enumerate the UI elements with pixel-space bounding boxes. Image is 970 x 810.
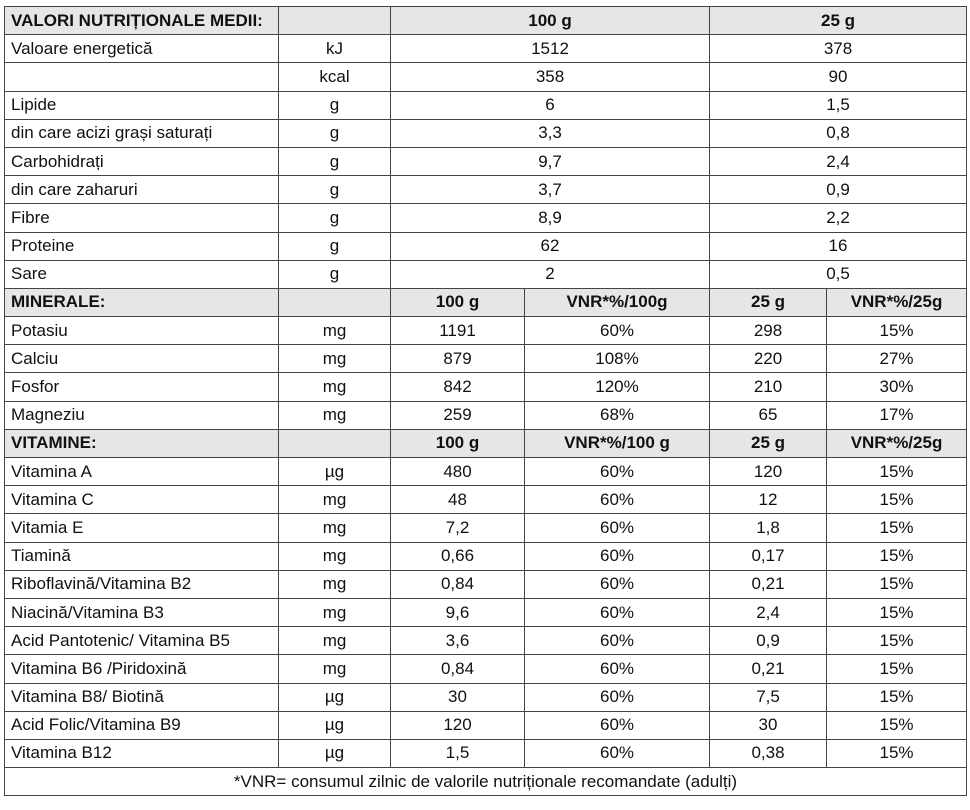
vitamin-value-25g: 0,38 [710,739,827,767]
nutrient-value-25g: 16 [710,232,967,260]
vitamin-vnr-100g: 60% [525,486,710,514]
mineral-value-25g: 298 [710,317,827,345]
vitamin-value-25g: 12 [710,486,827,514]
nutrient-value-100g: 3,7 [391,176,710,204]
main-header-empty [279,7,391,35]
vitamin-value-100g: 9,6 [391,598,525,626]
vitamin-unit: mg [279,542,391,570]
vitamin-value-25g: 1,8 [710,514,827,542]
mineral-header-vnr-100g: VNR*%/100g [525,288,710,316]
nutrient-value-25g: 0,5 [710,260,967,288]
vitamin-row [5,683,967,711]
vitamin-value-100g: 7,2 [391,514,525,542]
energy-kj-25g: 378 [710,35,967,63]
nutrient-value-25g: 0,9 [710,176,967,204]
vitamin-name: Vitamina C [5,486,279,514]
vitamin-value-25g: 0,17 [710,542,827,570]
vitamin-value-100g: 1,5 [391,739,525,767]
vitamin-name: Vitamina B12 [5,739,279,767]
nutrient-name: din care zaharuri [5,176,279,204]
mineral-row [5,401,967,429]
nutrient-value-100g: 6 [391,91,710,119]
vitamin-value-100g: 48 [391,486,525,514]
vitamin-unit: mg [279,514,391,542]
vitamin-value-25g: 30 [710,711,827,739]
nutrient-value-25g: 1,5 [710,91,967,119]
mineral-vnr-25g: 27% [827,345,967,373]
vitamin-vnr-100g: 60% [525,570,710,598]
vitamin-value-25g: 0,21 [710,570,827,598]
vitamin-vnr-25g: 15% [827,486,967,514]
vitamin-value-100g: 0,66 [391,542,525,570]
mineral-vnr-25g: 17% [827,401,967,429]
nutrient-value-25g: 0,8 [710,119,967,147]
vitamin-value-25g: 0,21 [710,655,827,683]
mineral-value-25g: 210 [710,373,827,401]
vitamin-vnr-100g: 60% [525,514,710,542]
vitamin-vnr-25g: 15% [827,514,967,542]
mineral-header-empty [279,288,391,316]
energy-kj-100g: 1512 [391,35,710,63]
mineral-value-100g: 1191 [391,317,525,345]
vitamin-unit: µg [279,458,391,486]
energy-label: Valoare energetică [5,35,279,63]
vitamin-vnr-100g: 60% [525,627,710,655]
vitamin-value-100g: 120 [391,711,525,739]
vitamin-header-title: VITAMINE: [5,429,279,457]
nutrient-row [5,176,967,204]
vitamin-vnr-100g: 60% [525,739,710,767]
vitamin-vnr-25g: 15% [827,627,967,655]
vitamin-value-25g: 120 [710,458,827,486]
vitamin-header-row [5,429,967,457]
vitamin-vnr-25g: 15% [827,683,967,711]
main-header-row [5,7,967,35]
nutrient-unit: g [279,119,391,147]
vitamin-header-vnr-100g: VNR*%/100 g [525,429,710,457]
energy-kcal-row [5,63,967,91]
mineral-header-row [5,288,967,316]
nutrient-name: Lipide [5,91,279,119]
vitamin-value-100g: 30 [391,683,525,711]
mineral-value-100g: 842 [391,373,525,401]
nutrient-value-100g: 9,7 [391,147,710,175]
vitamin-unit: mg [279,627,391,655]
mineral-value-100g: 259 [391,401,525,429]
mineral-unit: mg [279,373,391,401]
vitamin-row [5,514,967,542]
vitamin-vnr-100g: 60% [525,598,710,626]
nutrient-value-25g: 2,4 [710,147,967,175]
vitamin-unit: mg [279,486,391,514]
nutrient-row [5,147,967,175]
vitamin-vnr-100g: 60% [525,683,710,711]
energy-kcal-25g: 90 [710,63,967,91]
vitamin-vnr-25g: 15% [827,711,967,739]
nutrient-unit: g [279,204,391,232]
mineral-header-vnr-25g: VNR*%/25g [827,288,967,316]
nutrient-value-100g: 2 [391,260,710,288]
mineral-unit: mg [279,317,391,345]
energy-unit-kj: kJ [279,35,391,63]
vitamin-unit: mg [279,655,391,683]
vitamin-name: Acid Pantotenic/ Vitamina B5 [5,627,279,655]
mineral-vnr-25g: 30% [827,373,967,401]
nutrient-name: Proteine [5,232,279,260]
mineral-vnr-100g: 120% [525,373,710,401]
vitamin-row [5,655,967,683]
nutrient-unit: g [279,147,391,175]
vitamin-vnr-100g: 60% [525,655,710,683]
vitamin-name: Riboflavină/Vitamina B2 [5,570,279,598]
footnote-row [5,768,967,796]
vitamin-vnr-25g: 15% [827,598,967,626]
mineral-unit: mg [279,401,391,429]
vitamin-name: Vitamina B6 /Piridoxină [5,655,279,683]
mineral-header-title: MINERALE: [5,288,279,316]
vitamin-unit: µg [279,711,391,739]
nutrient-row [5,260,967,288]
nutrient-value-25g: 2,2 [710,204,967,232]
vitamin-vnr-25g: 15% [827,655,967,683]
mineral-row [5,345,967,373]
mineral-vnr-100g: 108% [525,345,710,373]
main-header-title: VALORI NUTRIȚIONALE MEDII: [5,7,279,35]
energy-kj-row [5,35,967,63]
nutrient-row [5,119,967,147]
vitamin-vnr-25g: 15% [827,542,967,570]
vitamin-value-25g: 7,5 [710,683,827,711]
vitamin-value-100g: 0,84 [391,655,525,683]
nutrient-name: Sare [5,260,279,288]
vitamin-name: Acid Folic/Vitamina B9 [5,711,279,739]
vitamin-header-vnr-25g: VNR*%/25g [827,429,967,457]
mineral-value-25g: 65 [710,401,827,429]
energy-kcal-100g: 358 [391,63,710,91]
mineral-header-100g: 100 g [391,288,525,316]
vitamin-unit: µg [279,739,391,767]
mineral-value-100g: 879 [391,345,525,373]
vitamin-row [5,542,967,570]
energy-label-empty [5,63,279,91]
mineral-row [5,317,967,345]
vitamin-value-100g: 3,6 [391,627,525,655]
vitamin-value-100g: 480 [391,458,525,486]
nutrient-name: din care acizi grași saturați [5,119,279,147]
vitamin-vnr-25g: 15% [827,458,967,486]
nutrition-table-body [5,7,967,796]
vitamin-header-25g: 25 g [710,429,827,457]
vitamin-vnr-25g: 15% [827,570,967,598]
mineral-name: Potasiu [5,317,279,345]
nutrient-name: Carbohidrați [5,147,279,175]
vitamin-vnr-100g: 60% [525,542,710,570]
vitamin-name: Tiamină [5,542,279,570]
vitamin-vnr-100g: 60% [525,711,710,739]
mineral-name: Magneziu [5,401,279,429]
mineral-vnr-100g: 68% [525,401,710,429]
vitamin-row [5,486,967,514]
nutrient-unit: g [279,91,391,119]
nutrient-unit: g [279,232,391,260]
vitamin-unit: mg [279,570,391,598]
vitamin-unit: µg [279,683,391,711]
main-header-25g: 25 g [710,7,967,35]
nutrient-value-100g: 62 [391,232,710,260]
vitamin-name: Vitamina A [5,458,279,486]
mineral-header-25g: 25 g [710,288,827,316]
nutrient-name: Fibre [5,204,279,232]
vitamin-value-100g: 0,84 [391,570,525,598]
energy-unit-kcal: kcal [279,63,391,91]
mineral-name: Calciu [5,345,279,373]
nutrient-row [5,91,967,119]
mineral-unit: mg [279,345,391,373]
mineral-value-25g: 220 [710,345,827,373]
vitamin-header-100g: 100 g [391,429,525,457]
vitamin-name: Vitamia E [5,514,279,542]
mineral-name: Fosfor [5,373,279,401]
vitamin-vnr-100g: 60% [525,458,710,486]
nutrient-row [5,232,967,260]
nutrient-row [5,204,967,232]
vitamin-name: Vitamina B8/ Biotină [5,683,279,711]
vitamin-row [5,570,967,598]
vitamin-unit: mg [279,598,391,626]
vitamin-row [5,458,967,486]
nutrient-unit: g [279,260,391,288]
vitamin-value-25g: 0,9 [710,627,827,655]
vitamin-row [5,598,967,626]
mineral-row [5,373,967,401]
mineral-vnr-25g: 15% [827,317,967,345]
nutrient-value-100g: 8,9 [391,204,710,232]
vitamin-row [5,739,967,767]
nutrition-table [4,6,967,796]
vitamin-value-25g: 2,4 [710,598,827,626]
nutrient-value-100g: 3,3 [391,119,710,147]
vitamin-header-empty [279,429,391,457]
vitamin-row [5,627,967,655]
footnote: *VNR= consumul zilnic de valorile nutriționale recomandate (adulți) [5,768,967,796]
nutrient-unit: g [279,176,391,204]
vitamin-vnr-25g: 15% [827,739,967,767]
main-header-100g: 100 g [391,7,710,35]
mineral-vnr-100g: 60% [525,317,710,345]
vitamin-name: Niacină/Vitamina B3 [5,598,279,626]
vitamin-row [5,711,967,739]
